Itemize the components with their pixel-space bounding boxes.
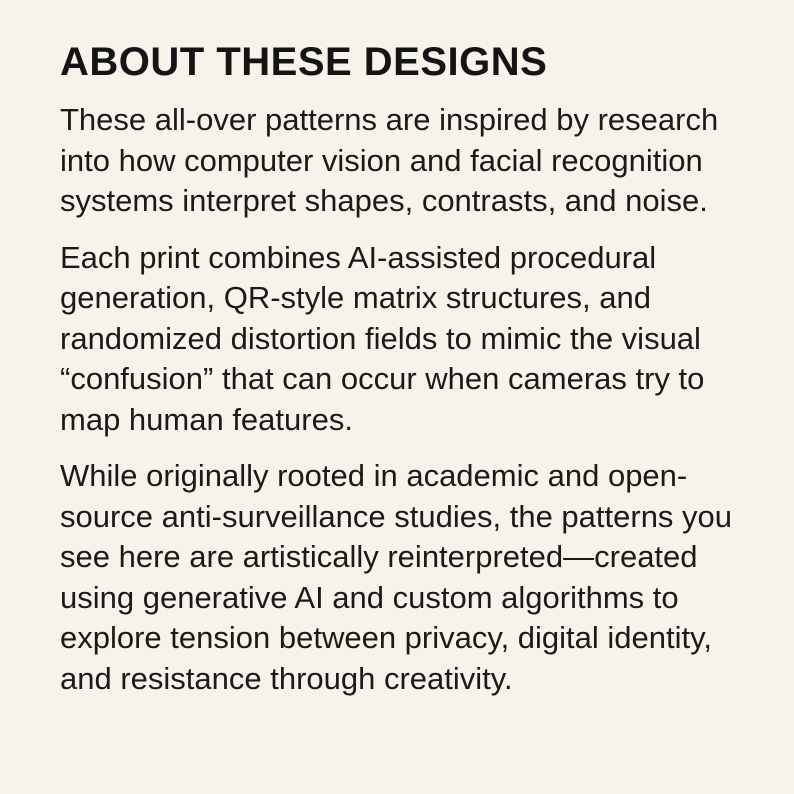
- paragraph-context: While originally rooted in academic and open-source anti-surveillance studies, the patterns you see here are artistically reinterpreted—created using generative AI and custom algorithms to explore tension between privacy, digital identity, and resistance through creativity.: [60, 458, 733, 696]
- paragraph-inspiration: These all-over patterns are inspired by research into how computer vision and facial recognition systems interpret shapes, contrasts, and noise.: [60, 102, 719, 218]
- paragraph-process: Each print combines AI-assisted procedural generation, QR-style matrix structures, and randomized distortion fields to mimic the visual “confusion” that can occur when cameras try to map human features.: [60, 239, 705, 437]
- page-title: ABOUT THESE DESIGNS: [60, 40, 548, 84]
